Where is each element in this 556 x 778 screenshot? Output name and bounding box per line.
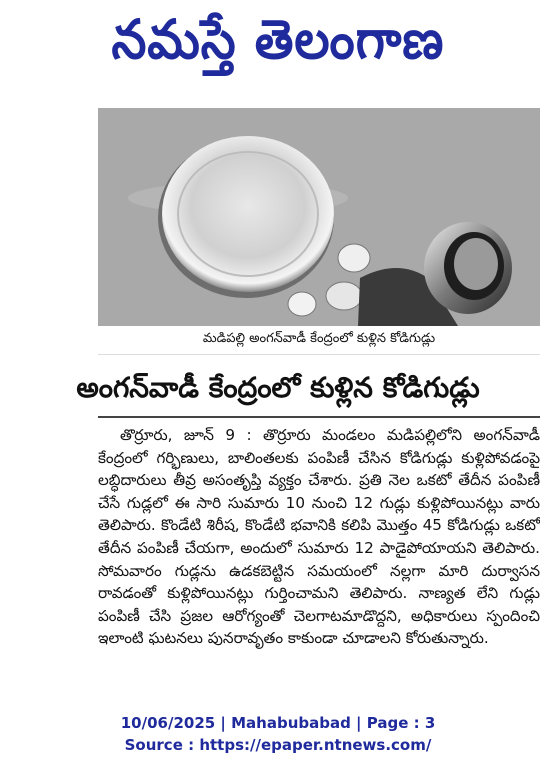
steel-plate	[162, 136, 334, 292]
article-headline: అంగన్‌వాడీ కేంద్రంలో కుళ్లిన కోడిగుడ్లు	[76, 371, 480, 404]
footer-source: Source : https://epaper.ntnews.com/	[124, 736, 432, 754]
footer-dateline: 10/06/2025 | Mahabubabad | Page : 3	[120, 714, 436, 732]
egg-shell	[338, 244, 370, 272]
photo-illustration	[98, 108, 540, 326]
headline-divider	[98, 416, 540, 418]
article-body: తొర్రూరు, జూన్ 9 : తొర్రూరు మండలం మడిపల్లిలోని అంగన్‌వాడీ కేంద్రంలో గర్భిణులు, బాలింతలకు పంపిణీ చేసిన కోడిగుడ్లు కుళ్లిపోవడంపై లబ్ధిదారులు తీవ్ర అసంతృప్తి వ్యక్తం చేశారు. ప్రతి నెల ఒకటో తేదీన పంపిణీ చేసే గుడ్లలో ఈ సారి సుమారు 10 నుంచి 12 గుడ్లు కుళ్లిపోయినట్లు వారు తెలిపారు. కొండేటి శిరీష, కొండేటి భవానికి కలిపి మొత్తం 45 కోడిగుడ్లు ఒకటో తేదీన పంపిణీ చేయగా, అందులో సుమారు 12 పాడైపోయాయని తెలిపారు. సోమవారం గుడ్లను ఉడకబెట్టిన సమయంలో నల్లగా మారి దుర్వాసన రావడంతో కుళ్లిపోయినట్లు గుర్తించామని తెలిపారు. నాణ్యత లేని గుడ్లు పంపిణీ చేసి ప్రజల ఆరోగ్యంతో చెలగాటమాడొద్దని, అధికారులు స్పందించి ఇలాంటి ఘటనలు పునరావృతం కాకుండా చూడాలని కోరుతున్నారు.	[98, 426, 540, 648]
article-photo	[98, 108, 540, 326]
photo-caption: మడిపల్లి అంగన్‌వాడీ కేంద్రంలో కుళ్లిన కోడిగుడ్లు	[98, 326, 540, 355]
newspaper-masthead	[0, 0, 556, 92]
newspaper-title: నమస్తే తెలంగాణ	[111, 7, 445, 71]
page-footer	[0, 712, 556, 762]
